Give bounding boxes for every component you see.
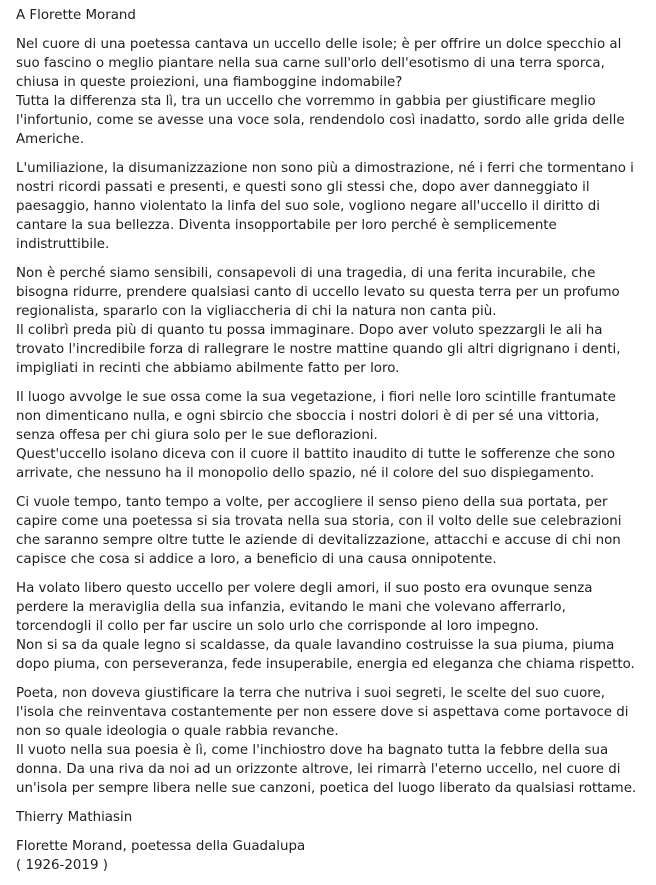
paragraph (16, 684, 642, 798)
dedication-heading: A Florette Morand (16, 8, 136, 23)
paragraph (16, 159, 642, 254)
paragraph-line: Ha volato libero questo uccello per volere degli amori, il suo posto era ovunque senza perdere la meraviglia della sua infanzia, evitando le mani che volevano afferrarlo, torcendogli il collo per far uscire un solo urlo che corrisponde al loro impegno. (16, 581, 593, 634)
author-signature: Thierry Mathiasin (16, 810, 133, 825)
caption-dates: ( 1926-2019 ) (16, 858, 108, 873)
paragraph-line: Il vuoto nella sua poesia è lì, come l'inchiostro dove ha bagnato tutta la febbre della sua donna. Da una riva da noi ad un orizzonte altrove, lei rimarrà l'eterno uccello, nel cuore di un'isola per sempre libera nelle sue canzoni, poetica del luogo liberato da qualsiasi rottame. (16, 743, 637, 796)
post-body (16, 6, 642, 885)
paragraph (16, 264, 642, 378)
paragraph (16, 579, 642, 674)
paragraph-line: Tutta la differenza sta lì, tra un uccello che vorremmo in gabbia per giustificare meglio l'infortunio, come se avesse una voce sola, rendendolo così inadatto, sordo alle grida delle Americhe. (16, 94, 625, 147)
paragraph-line: Quest'uccello isolano diceva con il cuore il battito inaudito di tutte le sofferenze che sono arrivate, che nessuno ha il monopolio dello spazio, né il colore del suo dispiegamento. (16, 447, 616, 481)
paragraph (16, 35, 642, 149)
paragraph-line: Non si sa da quale legno si scaldasse, da quale lavandino costruisse la sua piuma, piuma dopo piuma, con perseveranza, fede insuperabile, energia ed eleganza che chiama rispetto. (16, 638, 635, 672)
caption (16, 837, 642, 875)
paragraph-line: Non è perché siamo sensibili, consapevoli di una tragedia, di una ferita incurabile, che bisogna ridurre, prendere qualsiasi canto di uccello levato su questa terra per un profumo regionalista, spararlo con la vigliaccheria di chi la natura non canta più. (16, 266, 620, 319)
caption-name: Florette Morand, poetessa della Guadalupa (16, 839, 306, 854)
paragraph-line: Ci vuole tempo, tanto tempo a volte, per accogliere il senso pieno della sua portata, per capire come una poetessa si sia trovata nella sua storia, con il volto delle sue celebrazioni che saranno sempre oltre tutte le aziende di devitalizzazione, attacchi e accuse di chi non capisce che cosa si addice a loro, a beneficio di una causa onnipotente. (16, 495, 622, 567)
paragraph-line: Poeta, non doveva giustificare la terra che nutriva i suoi segreti, le scelte del suo cuore, l'isola che reinventava costantemente per non essere dove si aspettava come portavoce di non so quale ideologia o quale rabbia revanche. (16, 686, 629, 739)
paragraph (16, 493, 642, 569)
paragraph (16, 388, 642, 483)
paragraph-line: Il colibrì preda più di quanto tu possa immaginare. Dopo aver voluto spezzargli le ali ha trovato l'incredibile forza di rallegrare le nostre mattine quando gli altri digrignano i denti, impigliati in recinti che abbiamo abilmente fatto per loro. (16, 323, 621, 376)
paragraph-line: L'umiliazione, la disumanizzazione non sono più a dimostrazione, né i ferri che tormentano i nostri ricordi passati e presenti, e questi sono gli stessi che, dopo aver danneggiato il paesaggio, hanno violentato la linfa del suo sole, vogliono negare all'uccello il diritto di cantare la sua bellezza. Diventa insopportabile per loro perché è semplicemente indistruttibile. (16, 161, 634, 252)
paragraph-line: Nel cuore di una poetessa cantava un uccello delle isole; è per offrire un dolce specchio al suo fascino o meglio piantare nella sua carne sull'orlo dell'esotismo di una terra sporca, chiusa in queste proiezioni, una fiamboggine indomabile? (16, 37, 622, 90)
paragraph-line: Il luogo avvolge le sue ossa come la sua vegetazione, i fiori nelle loro scintille frantumate non dimenticano nulla, e ogni sbircio che sboccia i nostri dolori è di per sé una vittoria, senza offesa per chi giura solo per le sue deflorazioni. (16, 390, 616, 443)
